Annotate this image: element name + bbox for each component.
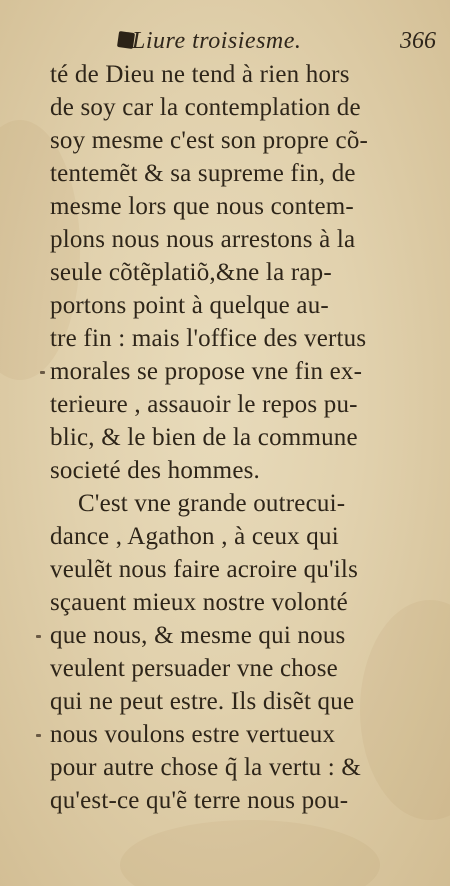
page-header <box>118 28 436 62</box>
text-line: pour autre chose q̃ la vertu : & <box>50 754 361 781</box>
text-line: soy mesme c'est son propre cõ- <box>50 127 369 154</box>
text-line: que nous, & mesme qui nous <box>50 622 346 649</box>
text-line: qui ne peut estre. Ils disẽt que <box>50 688 355 715</box>
text-line: nous voulons estre vertueux <box>50 721 336 748</box>
text-line: societé des hommes. <box>50 457 261 484</box>
text-line: té de Dieu ne tend à rien hors <box>50 61 350 88</box>
paper-stain <box>120 820 380 886</box>
text-line: tentemẽt & sa supreme fin, de <box>50 160 356 187</box>
text-line: morales se propose vne fin ex- <box>50 358 363 385</box>
text-line: veulẽt nous faire acroire qu'ils <box>50 556 359 583</box>
page-number: 366 <box>400 28 436 54</box>
text-line: veulent persuader vne chose <box>50 655 338 682</box>
running-head: Liure troisiesme. <box>132 28 302 54</box>
paragraph-first-line: C'est vne grande outrecui- <box>78 490 346 517</box>
margin-mark <box>40 371 45 374</box>
text-line: tre fin : mais l'office des vertus <box>50 325 367 352</box>
text-line: de soy car la contemplation de <box>50 94 361 121</box>
margin-mark <box>36 635 41 638</box>
text-line: dance , Agathon , à ceux qui <box>50 523 339 550</box>
text-line: blic, & le bien de la commune <box>50 424 358 451</box>
margin-mark <box>36 734 41 737</box>
text-line: terieure , assauoir le repos pu- <box>50 391 358 418</box>
text-line: mesme lors que nous contem- <box>50 193 354 220</box>
text-line: portons point à quelque au- <box>50 292 329 319</box>
text-line: seule cõtẽplatiõ,&ne la rap- <box>50 259 332 286</box>
text-line: qu'est-ce qu'ẽ terre nous pou- <box>50 787 349 814</box>
paper-stain <box>360 600 450 820</box>
text-line: plons nous nous arrestons à la <box>50 226 356 253</box>
text-line: sçauent mieux nostre volonté <box>50 589 348 616</box>
